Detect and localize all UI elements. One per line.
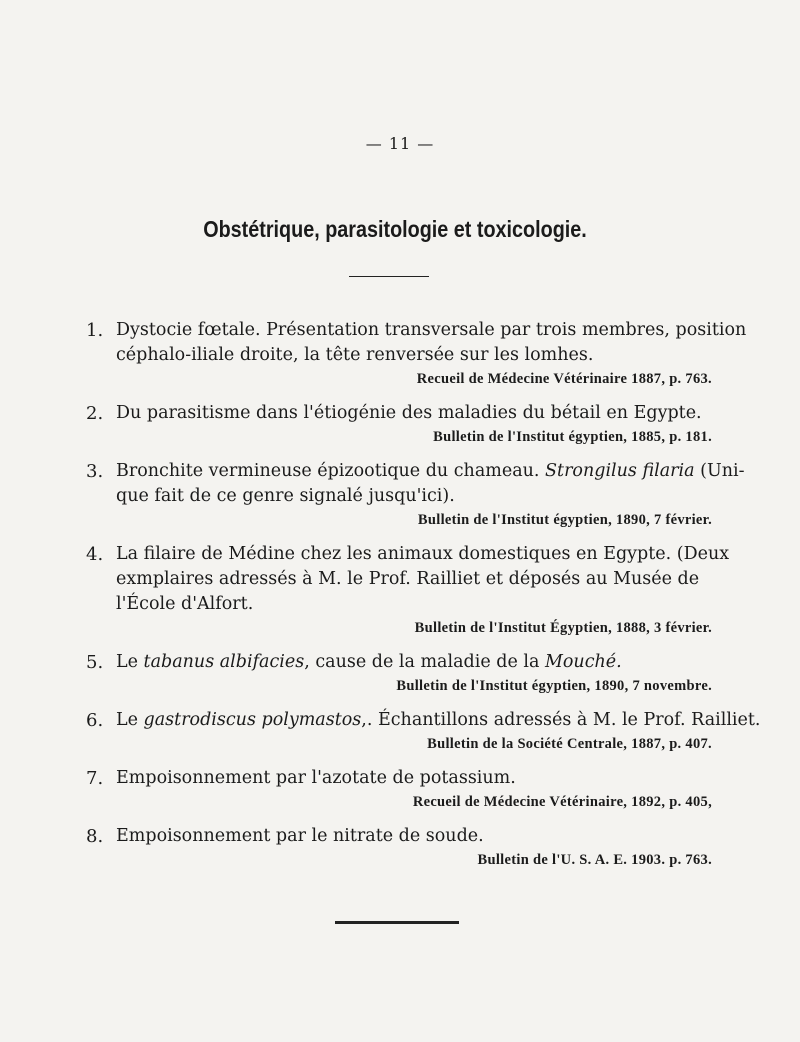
entry-line: Empoisonnement par le nitrate de soude. bbox=[116, 826, 484, 846]
entry-text-segment: Bronchite vermineuse épizootique du chameau. bbox=[116, 461, 546, 481]
entry-citation: Recueil de Médecine Vétérinaire, 1892, p. 405, bbox=[412, 794, 712, 810]
entry-line bbox=[116, 708, 761, 733]
title-rule bbox=[349, 276, 429, 277]
species-name: tabanus albifacies bbox=[143, 652, 305, 672]
entry-citation: Bulletin de l'U. S. A. E. 1903. p. 763. bbox=[477, 852, 712, 868]
entry-text bbox=[116, 650, 712, 675]
entry-text bbox=[116, 459, 745, 509]
closing-rule bbox=[335, 921, 459, 924]
entry-line: l'École d'Alfort. bbox=[116, 594, 254, 614]
entry-citation: Bulletin de l'Institut égyptien, 1890, 7 novembre. bbox=[396, 678, 712, 694]
entry-text bbox=[116, 824, 712, 849]
section-title: Obstétrique, parasitologie et toxicologie. bbox=[203, 216, 587, 242]
entry-line bbox=[116, 459, 745, 484]
entry-line: La filaire de Médine chez les animaux domestiques en Egypte. (Deux bbox=[116, 544, 730, 564]
entry-citation: Bulletin de la Société Centrale, 1887, p. 407. bbox=[427, 736, 712, 752]
entry-line: Empoisonnement par l'azotate de potassium. bbox=[116, 768, 516, 788]
bibliography-entry bbox=[86, 650, 712, 697]
bibliography-entry bbox=[86, 459, 745, 531]
disease-name: Mouché. bbox=[544, 652, 622, 672]
bibliography-entry bbox=[86, 542, 730, 639]
bibliography-list bbox=[86, 318, 761, 882]
entry-citation: Bulletin de l'Institut égyptien, 1890, 7 février. bbox=[417, 512, 712, 528]
bibliography-entry bbox=[86, 824, 712, 871]
entry-line: céphalo-iliale droite, la tête renversée sur les lomhes. bbox=[116, 345, 594, 365]
entry-number: 1. bbox=[86, 320, 104, 341]
species-name: Strongilus filaria bbox=[545, 461, 695, 481]
entry-line: que fait de ce genre signalé jusqu'ici). bbox=[116, 486, 455, 506]
entry-text-segment: Le bbox=[116, 652, 144, 672]
entry-number: 5. bbox=[86, 652, 104, 673]
page-number: — 11 — bbox=[365, 134, 435, 153]
entry-line bbox=[116, 650, 712, 675]
entry-text-segment: (Uni- bbox=[694, 461, 745, 481]
entry-text-segment: Le bbox=[116, 710, 144, 730]
entry-citation: Bulletin de l'Institut Égyptien, 1888, 3 février. bbox=[414, 620, 712, 636]
bibliography-entry bbox=[86, 766, 712, 813]
entry-text-segment: , cause de la maladie de la bbox=[304, 652, 545, 672]
entry-number: 4. bbox=[86, 544, 104, 565]
bibliography-entry bbox=[86, 318, 747, 390]
bibliography-entry bbox=[86, 708, 761, 755]
entry-text bbox=[116, 318, 747, 368]
entry-number: 3. bbox=[86, 461, 104, 482]
entry-number: 2. bbox=[86, 403, 104, 424]
entry-number: 6. bbox=[86, 710, 104, 731]
entry-text-segment: ,. Échantillons adressés à M. le Prof. Railliet. bbox=[361, 710, 761, 730]
species-name: gastrodiscus polymastos bbox=[143, 710, 362, 730]
entry-text bbox=[116, 401, 712, 426]
entry-number: 8. bbox=[86, 826, 104, 847]
entry-text bbox=[116, 766, 712, 791]
entry-text bbox=[116, 708, 761, 733]
entry-text bbox=[116, 542, 730, 617]
entry-line: exmplaires adressés à M. le Prof. Railliet et déposés au Musée de bbox=[116, 569, 700, 589]
entry-citation: Recueil de Médecine Vétérinaire 1887, p. 763. bbox=[416, 371, 712, 387]
bibliography-entry bbox=[86, 401, 712, 448]
entry-citation: Bulletin de l'Institut égyptien, 1885, p. 181. bbox=[433, 429, 712, 445]
entry-line: Du parasitisme dans l'étiogénie des maladies du bétail en Egypte. bbox=[116, 403, 702, 423]
entry-line: Dystocie fœtale. Présentation transversale par trois membres, position bbox=[116, 320, 747, 340]
entry-number: 7. bbox=[86, 768, 104, 789]
